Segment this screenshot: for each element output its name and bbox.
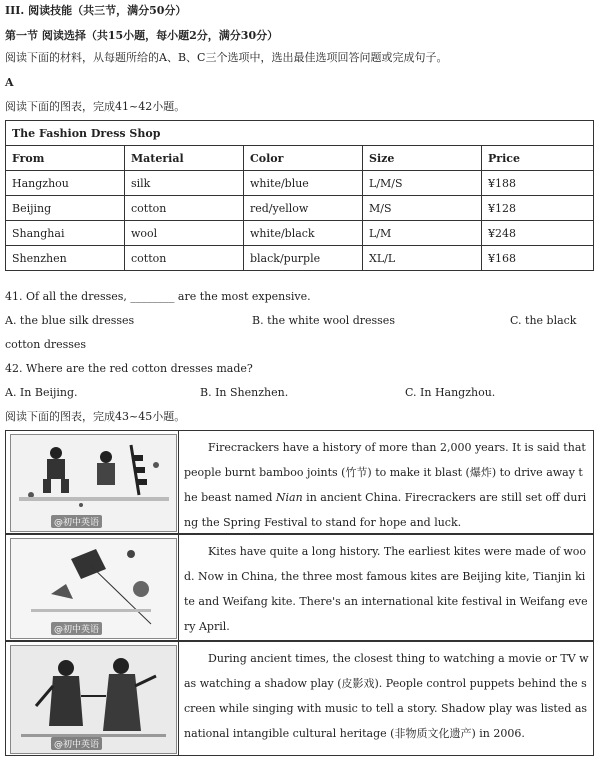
reading-box-firecrackers bbox=[5, 430, 594, 534]
cell-size: XL/L bbox=[363, 246, 482, 271]
cell-price: ¥188 bbox=[482, 171, 594, 196]
cell-from: Hangzhou bbox=[6, 171, 125, 196]
header-from: From bbox=[6, 146, 125, 171]
table-header-row bbox=[6, 146, 594, 171]
part-title: 第一节 阅读选择（共15小题，每小题2分，满分30分） bbox=[5, 29, 279, 42]
cell-material: cotton bbox=[125, 246, 244, 271]
cell-size: M/S bbox=[363, 196, 482, 221]
passage-label-a: A bbox=[5, 76, 14, 89]
table-row bbox=[6, 221, 594, 246]
cell-color: white/black bbox=[244, 221, 363, 246]
watermark-label: @初中英语 bbox=[51, 515, 102, 528]
sub-instruction-2: 阅读下面的图表，完成43~45小题。 bbox=[5, 410, 186, 423]
passage-firecrackers bbox=[184, 435, 589, 535]
cell-material: cotton bbox=[125, 196, 244, 221]
header-color: Color bbox=[244, 146, 363, 171]
shadow-play-puppet-image bbox=[10, 645, 177, 754]
watermark-label: @初中英语 bbox=[51, 737, 102, 750]
passage-kites bbox=[184, 539, 589, 639]
table-row bbox=[6, 196, 594, 221]
question-42-option-a: A. In Beijing. bbox=[5, 386, 78, 399]
instruction: 阅读下面的材料，从每题所给的A、B、C三个选项中，选出最佳选项回答问题或完成句子。 bbox=[5, 51, 448, 64]
cell-color: white/blue bbox=[244, 171, 363, 196]
cell-size: L/M/S bbox=[363, 171, 482, 196]
table-row bbox=[6, 246, 594, 271]
box-divider bbox=[178, 535, 179, 640]
passage-italic-nian: Nian bbox=[275, 491, 303, 504]
cell-price: ¥248 bbox=[482, 221, 594, 246]
cell-size: L/M bbox=[363, 221, 482, 246]
box-divider bbox=[178, 431, 179, 533]
question-41-option-a: A. the blue silk dresses bbox=[5, 314, 135, 327]
box-divider bbox=[178, 642, 179, 755]
question-41-option-b: B. the white wool dresses bbox=[252, 314, 395, 327]
passage-text: Firecrackers have a history of more than 2,000 years. It is said that people burnt bamboo joints (竹节) to make it blast (爆炸) to drive away the beast named bbox=[184, 441, 586, 504]
cell-color: black/purple bbox=[244, 246, 363, 271]
question-41-option-c: C. the black bbox=[510, 314, 577, 327]
question-42-option-c: C. In Hangzhou. bbox=[405, 386, 496, 399]
sub-instruction-1: 阅读下面的图表，完成41~42小题。 bbox=[5, 100, 186, 113]
question-41-stem: 41. Of all the dresses, ________ are the most expensive. bbox=[5, 290, 311, 303]
reading-box-shadow-play bbox=[5, 641, 594, 756]
passage-shadow-play bbox=[184, 646, 589, 746]
cell-price: ¥168 bbox=[482, 246, 594, 271]
question-42-stem: 42. Where are the red cotton dresses made? bbox=[5, 362, 253, 375]
cell-price: ¥128 bbox=[482, 196, 594, 221]
question-42-option-b: B. In Shenzhen. bbox=[200, 386, 289, 399]
header-material: Material bbox=[125, 146, 244, 171]
section-title: III. 阅读技能（共三节，满分50分） bbox=[5, 4, 187, 17]
question-41-option-c-cont: cotton dresses bbox=[5, 338, 87, 351]
reading-box-kites bbox=[5, 534, 594, 641]
passage-text-cont: in ancient China. Firecrackers are still set off during the Spring Festival to stand for hope and luck. bbox=[184, 491, 587, 529]
cell-material: wool bbox=[125, 221, 244, 246]
cell-from: Shenzhen bbox=[6, 246, 125, 271]
table-row bbox=[6, 171, 594, 196]
passage-text: During ancient times, the closest thing to watching a movie or TV was watching a shadow play (皮影戏). People control puppets behind the screen while singing with music to tell a story. Shadow play was listed as national intangible cultural heritage (非物质文化遗产) in 2006. bbox=[184, 652, 589, 740]
passage-text: Kites have quite a long history. The earliest kites were made of wood. Now in China, the three most famous kites are Beijing kite, Tianjin kite and Weifang kite. There's an international kite festival in Weifang every April. bbox=[184, 545, 588, 633]
table-title: The Fashion Dress Shop bbox=[6, 121, 594, 146]
cell-material: silk bbox=[125, 171, 244, 196]
header-price: Price bbox=[482, 146, 594, 171]
kite-papercut-image bbox=[10, 538, 177, 639]
dress-shop-table bbox=[5, 120, 594, 271]
firecracker-papercut-image bbox=[10, 434, 177, 532]
header-size: Size bbox=[363, 146, 482, 171]
cell-color: red/yellow bbox=[244, 196, 363, 221]
watermark-label: @初中英语 bbox=[51, 622, 102, 635]
cell-from: Beijing bbox=[6, 196, 125, 221]
cell-from: Shanghai bbox=[6, 221, 125, 246]
